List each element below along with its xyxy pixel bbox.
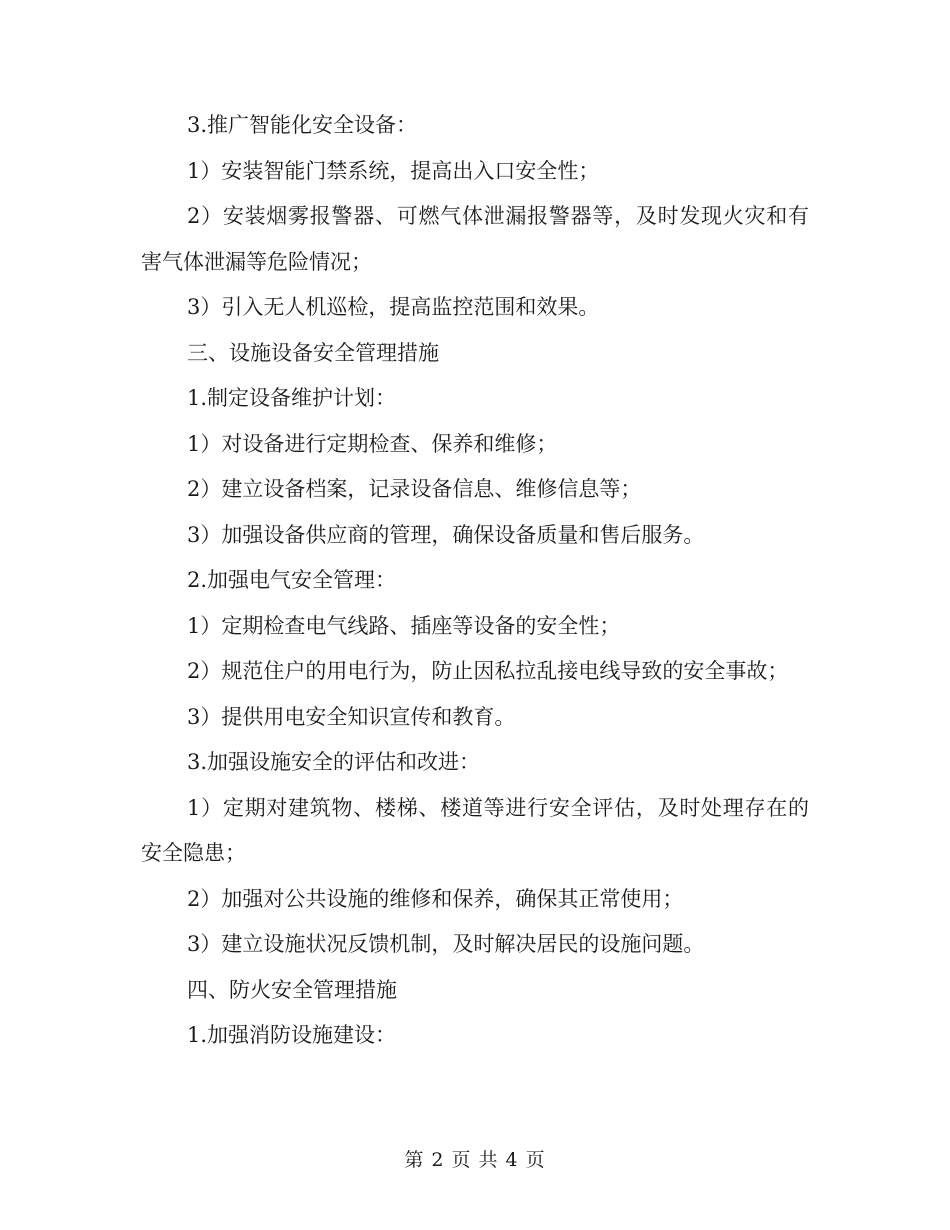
paragraph-10: 2.加强电气安全管理： xyxy=(187,568,397,592)
paragraph-16: 2）加强对公共设施的维修和保养，确保其正常使用； xyxy=(187,886,684,911)
paragraph-17: 3）建立设施状况反馈机制，及时解决居民的设施问题。 xyxy=(187,932,705,956)
paragraph-4: 3）引入无人机巡检，提高监控范围和效果。 xyxy=(187,295,600,319)
paragraph-19: 1.加强消防设施建设： xyxy=(187,1023,397,1047)
paragraph-9: 3）加强设备供应商的管理，确保设备质量和售后服务。 xyxy=(187,522,705,547)
section-heading-3: 三、设施设备安全管理措施 xyxy=(187,340,439,365)
paragraph-8: 2）建立设备档案，记录设备信息、维修信息等； xyxy=(187,477,642,501)
paragraph-7: 1）对设备进行定期检查、保养和维修； xyxy=(187,431,558,456)
section-heading-4: 四、防火安全管理措施 xyxy=(187,977,397,1002)
paragraph-6: 1.制定设备维护计划： xyxy=(187,386,397,410)
document-body xyxy=(141,103,809,1059)
paragraph-3: 2）安装烟雾报警器、可燃气体泄漏报警器等，及时发现火灾和有害气体泄漏等危险情况； xyxy=(141,204,809,274)
paragraph-14: 3.加强设施安全的评估和改进： xyxy=(187,750,481,774)
page-number-footer: 第 2 页 共 4 页 xyxy=(404,1149,546,1171)
paragraph-15: 1）定期对建筑物、楼梯、楼道等进行安全评估，及时处理存在的安全隐患； xyxy=(141,795,809,865)
paragraph-1: 3.推广智能化安全设备： xyxy=(187,113,418,137)
paragraph-13: 3）提供用电安全知识宣传和教育。 xyxy=(187,704,516,729)
paragraph-11: 1）定期检查电气线路、插座等设备的安全性； xyxy=(187,613,621,638)
paragraph-2: 1）安装智能门禁系统，提高出入口安全性； xyxy=(187,158,600,183)
paragraph-12: 2）规范住户的用电行为，防止因私拉乱接电线导致的安全事故； xyxy=(187,659,789,683)
